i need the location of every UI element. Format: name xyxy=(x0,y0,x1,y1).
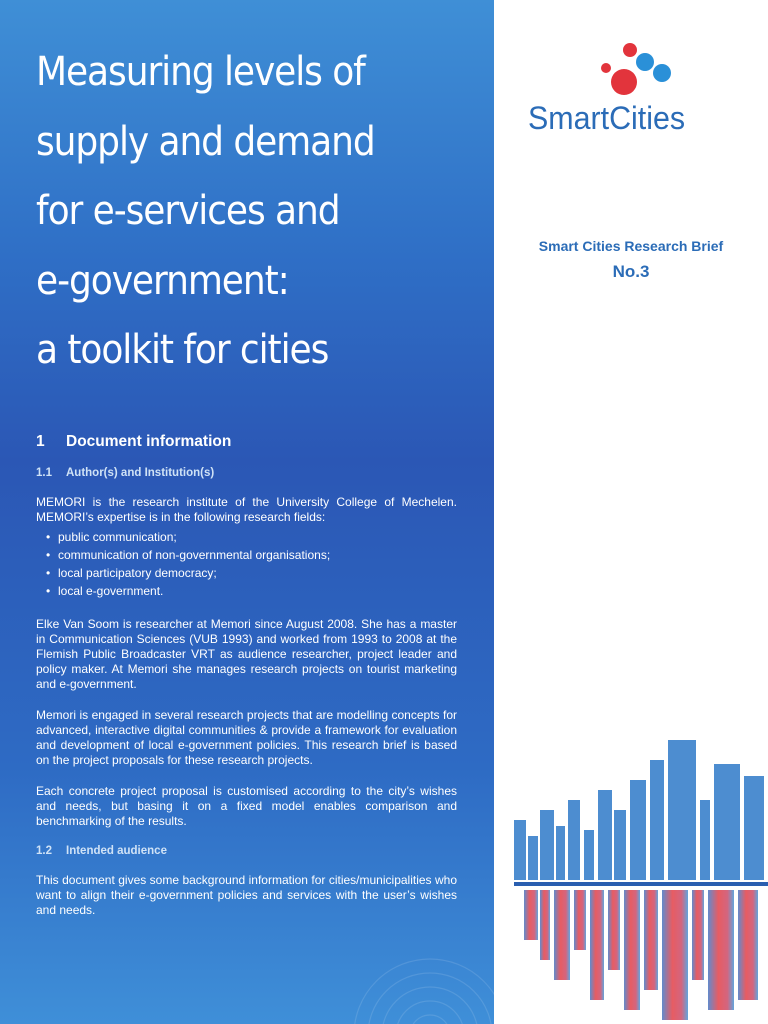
subsection-heading xyxy=(36,844,457,859)
subsection-heading xyxy=(36,466,457,481)
paragraph: Elke Van Soom is researcher at Memori since August 2008. She has a master in Communication Sciences (VUB 1993) and worked from 1993 to 2008 at the Flemish Public Broadcaster VRT as audience researcher, project leader and policy maker. At Memori she manages research projects on tourist marketing and e-government. xyxy=(36,617,457,691)
section-heading xyxy=(36,434,457,449)
paragraph: MEMORI is the research institute of the University College of Mechelen. MEMORI’s expertise is in the following research fields: xyxy=(36,495,457,524)
research-brief-label: Smart Cities Research Brief xyxy=(538,238,724,254)
list-item: • public communication; xyxy=(46,528,457,546)
list-item: • local participatory democracy; xyxy=(46,564,457,582)
paragraph: Each concrete project proposal is customised according to the city’s wishes and needs, but basing it on a fixed model enables comparison and benchmarking of the results. xyxy=(36,784,457,828)
document-title xyxy=(36,38,432,386)
document-body xyxy=(36,434,457,934)
research-fields-list xyxy=(46,528,457,600)
subsection-number: 1.1 xyxy=(36,467,52,479)
research-brief-number: No.3 xyxy=(612,262,650,281)
title-line: supply and demand xyxy=(36,118,375,165)
subsection-title: Author(s) and Institution(s) xyxy=(66,467,215,479)
list-item: • local e-government. xyxy=(46,582,457,600)
paragraph: This document gives some background information for cities/municipalities who want to align their e-government policies and services with the user’s wishes and needs. xyxy=(36,873,457,917)
paragraph: Memori is engaged in several research projects that are modelling concepts for advanced, interactive digital communities & provide a framework for evaluation and development of local e-government policies. This research brief is based on the project proposals for these research projects. xyxy=(36,708,457,767)
title-line: Measuring levels of xyxy=(36,49,365,95)
list-item: • communication of non-governmental organisations; xyxy=(46,546,457,564)
subsection-title: Intended audience xyxy=(66,845,167,857)
decorative-swirl xyxy=(300,940,494,1024)
subsection-number: 1.2 xyxy=(36,845,52,857)
title-line: for e-services and xyxy=(36,188,340,234)
title-line: e-government: xyxy=(36,257,289,304)
smartcities-logo: SmartCities xyxy=(528,100,686,136)
section-title: Document information xyxy=(66,433,232,450)
brand-panel xyxy=(494,0,768,1024)
title-line: a toolkit for cities xyxy=(36,327,329,373)
city-skyline-illustration xyxy=(514,740,768,1020)
section-number: 1 xyxy=(36,433,45,450)
